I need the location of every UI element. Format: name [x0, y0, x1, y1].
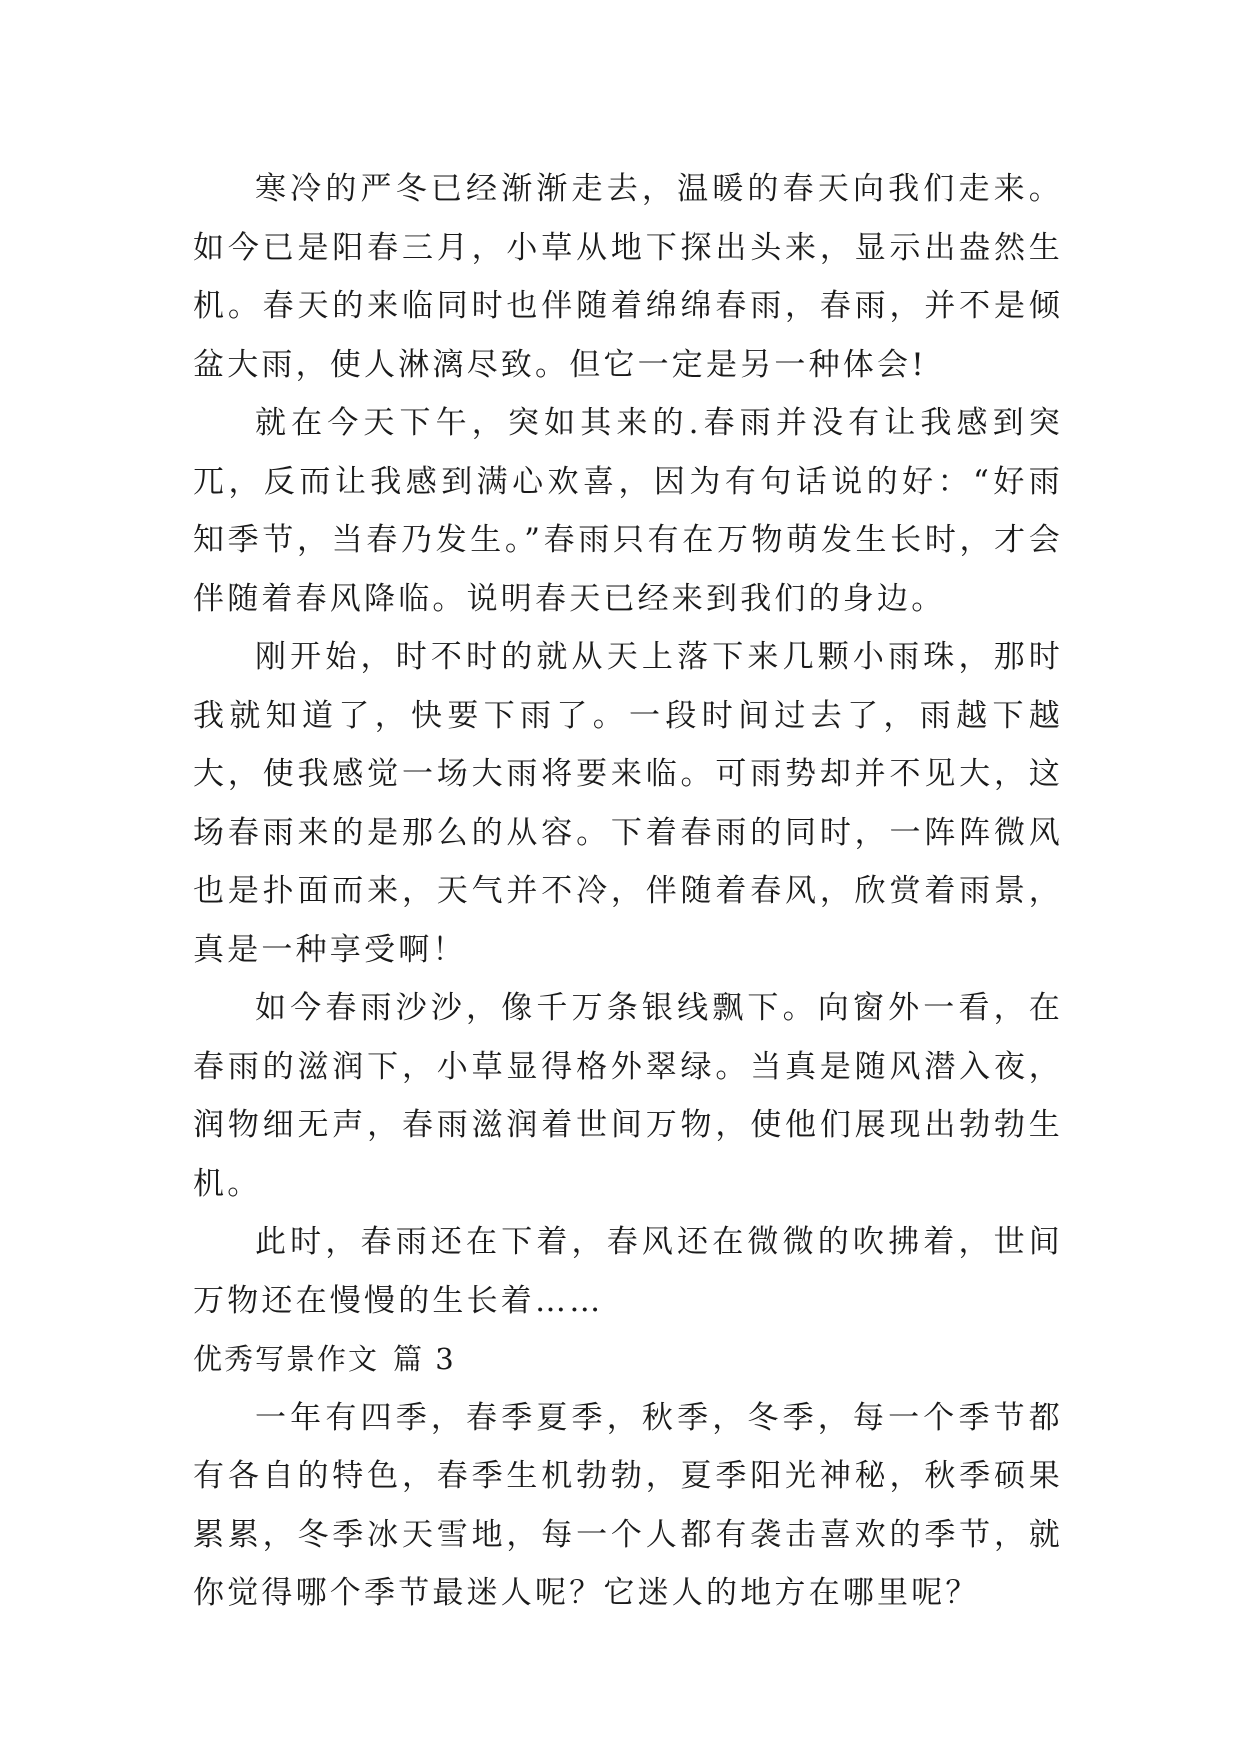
paragraph-3: 刚开始，时不时的就从天上落下来几颗小雨珠，那时我就知道了，快要下雨了。一段时间过去了，雨越下越大，使我感觉一场大雨将要来临。可雨势却并不见大，这场春雨来的是那么的从容。下着春雨的同时，一阵阵微风也是扑面而来，天气并不冷，伴随着春风，欣赏着雨景，真是一种享受啊！: [193, 639, 1063, 968]
section-heading-title: 优秀写景作文: [193, 1342, 380, 1376]
paragraph-2: 就在今天下午，突如其来的.春雨并没有让我感到突兀，反而让我感到满心欢喜，因为有句话说的好：“好雨知季节，当春乃发生。”春雨只有在万物萌发生长时，才会伴随着春风降临。说明春天已经来到我们的身边。: [193, 405, 1063, 617]
paragraph-1: 寒冷的严冬已经渐渐走去，温暖的春天向我们走来。如今已是阳春三月，小草从地下探出头来，显示出盎然生机。春天的来临同时也伴随着绵绵春雨，春雨，并不是倾盆大雨，使人淋漓尽致。但它一定是另一种体会!: [193, 171, 1063, 383]
document-body: [193, 160, 1063, 1623]
paragraph-4: 如今春雨沙沙，像千万条银线飘下。向窗外一看，在春雨的滋润下，小草显得格外翠绿。当真是随风潜入夜，润物细无声，春雨滋润着世间万物，使他们展现出勃勃生机。: [193, 990, 1063, 1202]
paragraph-6: 一年有四季，春季夏季，秋季，冬季，每一个季节都有各自的特色，春季生机勃勃，夏季阳光神秘，秋季硕果累累，冬季冰天雪地，每一个人都有袭击喜欢的季节，就你觉得哪个季节最迷人呢？它迷人的地方在哪里呢？: [193, 1399, 1063, 1611]
section-heading: [193, 1330, 1063, 1389]
section-heading-number: 篇 3: [393, 1342, 456, 1376]
paragraph-5: 此时，春雨还在下着，春风还在微微的吹拂着，世间万物还在慢慢的生长着……: [193, 1224, 1063, 1319]
